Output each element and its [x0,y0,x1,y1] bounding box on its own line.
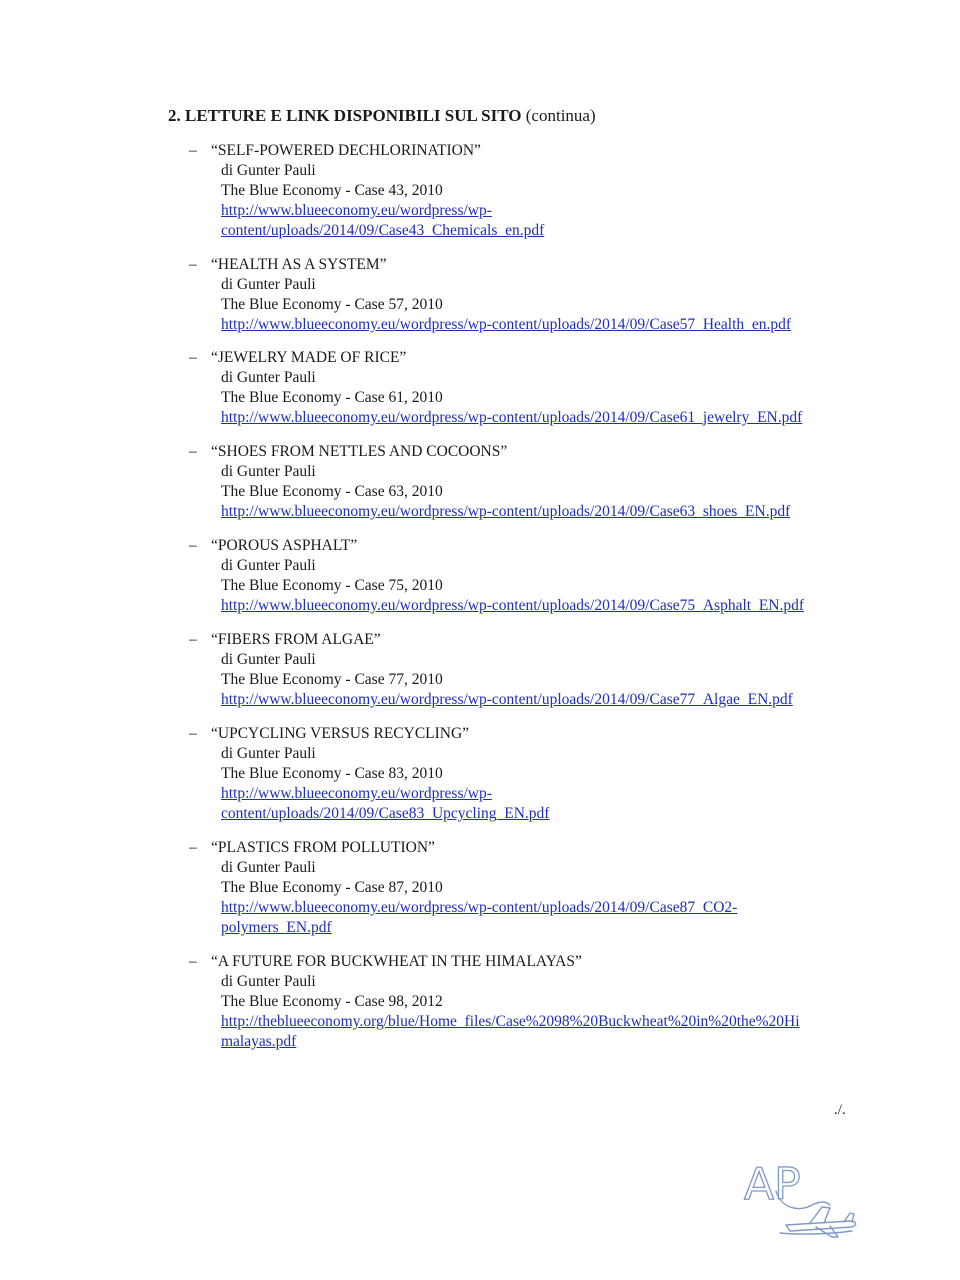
ap-logo [740,1155,860,1240]
continuation-mark: ./. [834,1102,846,1118]
entry-link[interactable]: http://www.blueeconomy.eu/wordpress/wp- [221,785,492,802]
entry-source: The Blue Economy - Case 57, 2010 [221,296,443,313]
section-number: 2. [168,106,181,125]
section-title: LETTURE E LINK DISPONIBILI SUL SITO [185,106,522,125]
logo-text: AP [744,1159,801,1210]
entry-link-continued[interactable]: content/uploads/2014/09/Case43_Chemicals_en.pdf [221,222,545,239]
entry-link[interactable]: http://www.blueeconomy.eu/wordpress/wp-content/uploads/2014/09/Case87_CO2- [221,899,738,916]
list-item [189,838,889,938]
entry-author: di Gunter Pauli [221,162,316,179]
entry-title: “UPCYCLING VERSUS RECYCLING” [211,725,470,742]
list-dash: – [189,443,197,460]
list-dash: – [189,839,197,856]
entry-author: di Gunter Pauli [221,651,316,668]
list-dash: – [189,349,197,366]
entry-author: di Gunter Pauli [221,276,316,293]
entry-source: The Blue Economy - Case 63, 2010 [221,483,443,500]
entry-source: The Blue Economy - Case 43, 2010 [221,182,443,199]
entry-link-continued[interactable]: polymers_EN.pdf [221,919,332,936]
entry-author: di Gunter Pauli [221,859,316,876]
entry-source: The Blue Economy - Case 83, 2010 [221,765,443,782]
entry-author: di Gunter Pauli [221,463,316,480]
list-item [189,348,889,428]
entry-title: “POROUS ASPHALT” [211,537,358,554]
entry-source: The Blue Economy - Case 87, 2010 [221,879,443,896]
list-item [189,724,889,824]
entry-author: di Gunter Pauli [221,369,316,386]
entry-title: “JEWELRY MADE OF RICE” [211,349,407,366]
list-item [189,255,889,335]
list-dash: – [189,631,197,648]
entry-link[interactable]: http://www.blueeconomy.eu/wordpress/wp- [221,202,492,219]
section-suffix: (continua) [525,106,596,125]
entry-title: “A FUTURE FOR BUCKWHEAT IN THE HIMALAYAS” [211,953,582,970]
entry-source: The Blue Economy - Case 98, 2012 [221,993,443,1010]
list-dash: – [189,142,197,159]
list-dash: – [189,537,197,554]
entry-link-continued[interactable]: content/uploads/2014/09/Case83_Upcycling_EN.pdf [221,805,550,822]
entry-source: The Blue Economy - Case 61, 2010 [221,389,443,406]
entry-title: “SELF-POWERED DECHLORINATION” [211,142,481,159]
list-dash: – [189,256,197,273]
entry-source: The Blue Economy - Case 75, 2010 [221,577,443,594]
list-item [189,141,889,241]
entry-link[interactable]: http://www.blueeconomy.eu/wordpress/wp-content/uploads/2014/09/Case77_Algae_EN.pdf [221,691,793,708]
section-heading [168,105,596,127]
entry-link[interactable]: http://www.blueeconomy.eu/wordpress/wp-content/uploads/2014/09/Case63_shoes_EN.pdf [221,503,791,520]
list-dash: – [189,953,197,970]
entry-link[interactable]: http://www.blueeconomy.eu/wordpress/wp-content/uploads/2014/09/Case57_Health_en.pdf [221,316,792,333]
entry-link[interactable]: http://theblueeconomy.org/blue/Home_files/Case%2098%20Buckwheat%20in%20the%20Hi [221,1013,800,1030]
list-item [189,630,889,710]
entry-author: di Gunter Pauli [221,745,316,762]
entry-title: “FIBERS FROM ALGAE” [211,631,381,648]
list-item [189,952,889,1052]
entry-link-continued[interactable]: malayas.pdf [221,1033,297,1050]
entry-source: The Blue Economy - Case 77, 2010 [221,671,443,688]
entry-author: di Gunter Pauli [221,973,316,990]
list-item [189,536,889,616]
entry-title: “PLASTICS FROM POLLUTION” [211,839,435,856]
list-dash: – [189,725,197,742]
list-item [189,442,889,522]
entry-title: “SHOES FROM NETTLES AND COCOONS” [211,443,508,460]
entry-link[interactable]: http://www.blueeconomy.eu/wordpress/wp-content/uploads/2014/09/Case75_Asphalt_EN.pdf [221,597,805,614]
entry-title: “HEALTH AS A SYSTEM” [211,256,387,273]
entry-link[interactable]: http://www.blueeconomy.eu/wordpress/wp-content/uploads/2014/09/Case61_jewelry_EN.pdf [221,409,803,426]
entry-author: di Gunter Pauli [221,557,316,574]
